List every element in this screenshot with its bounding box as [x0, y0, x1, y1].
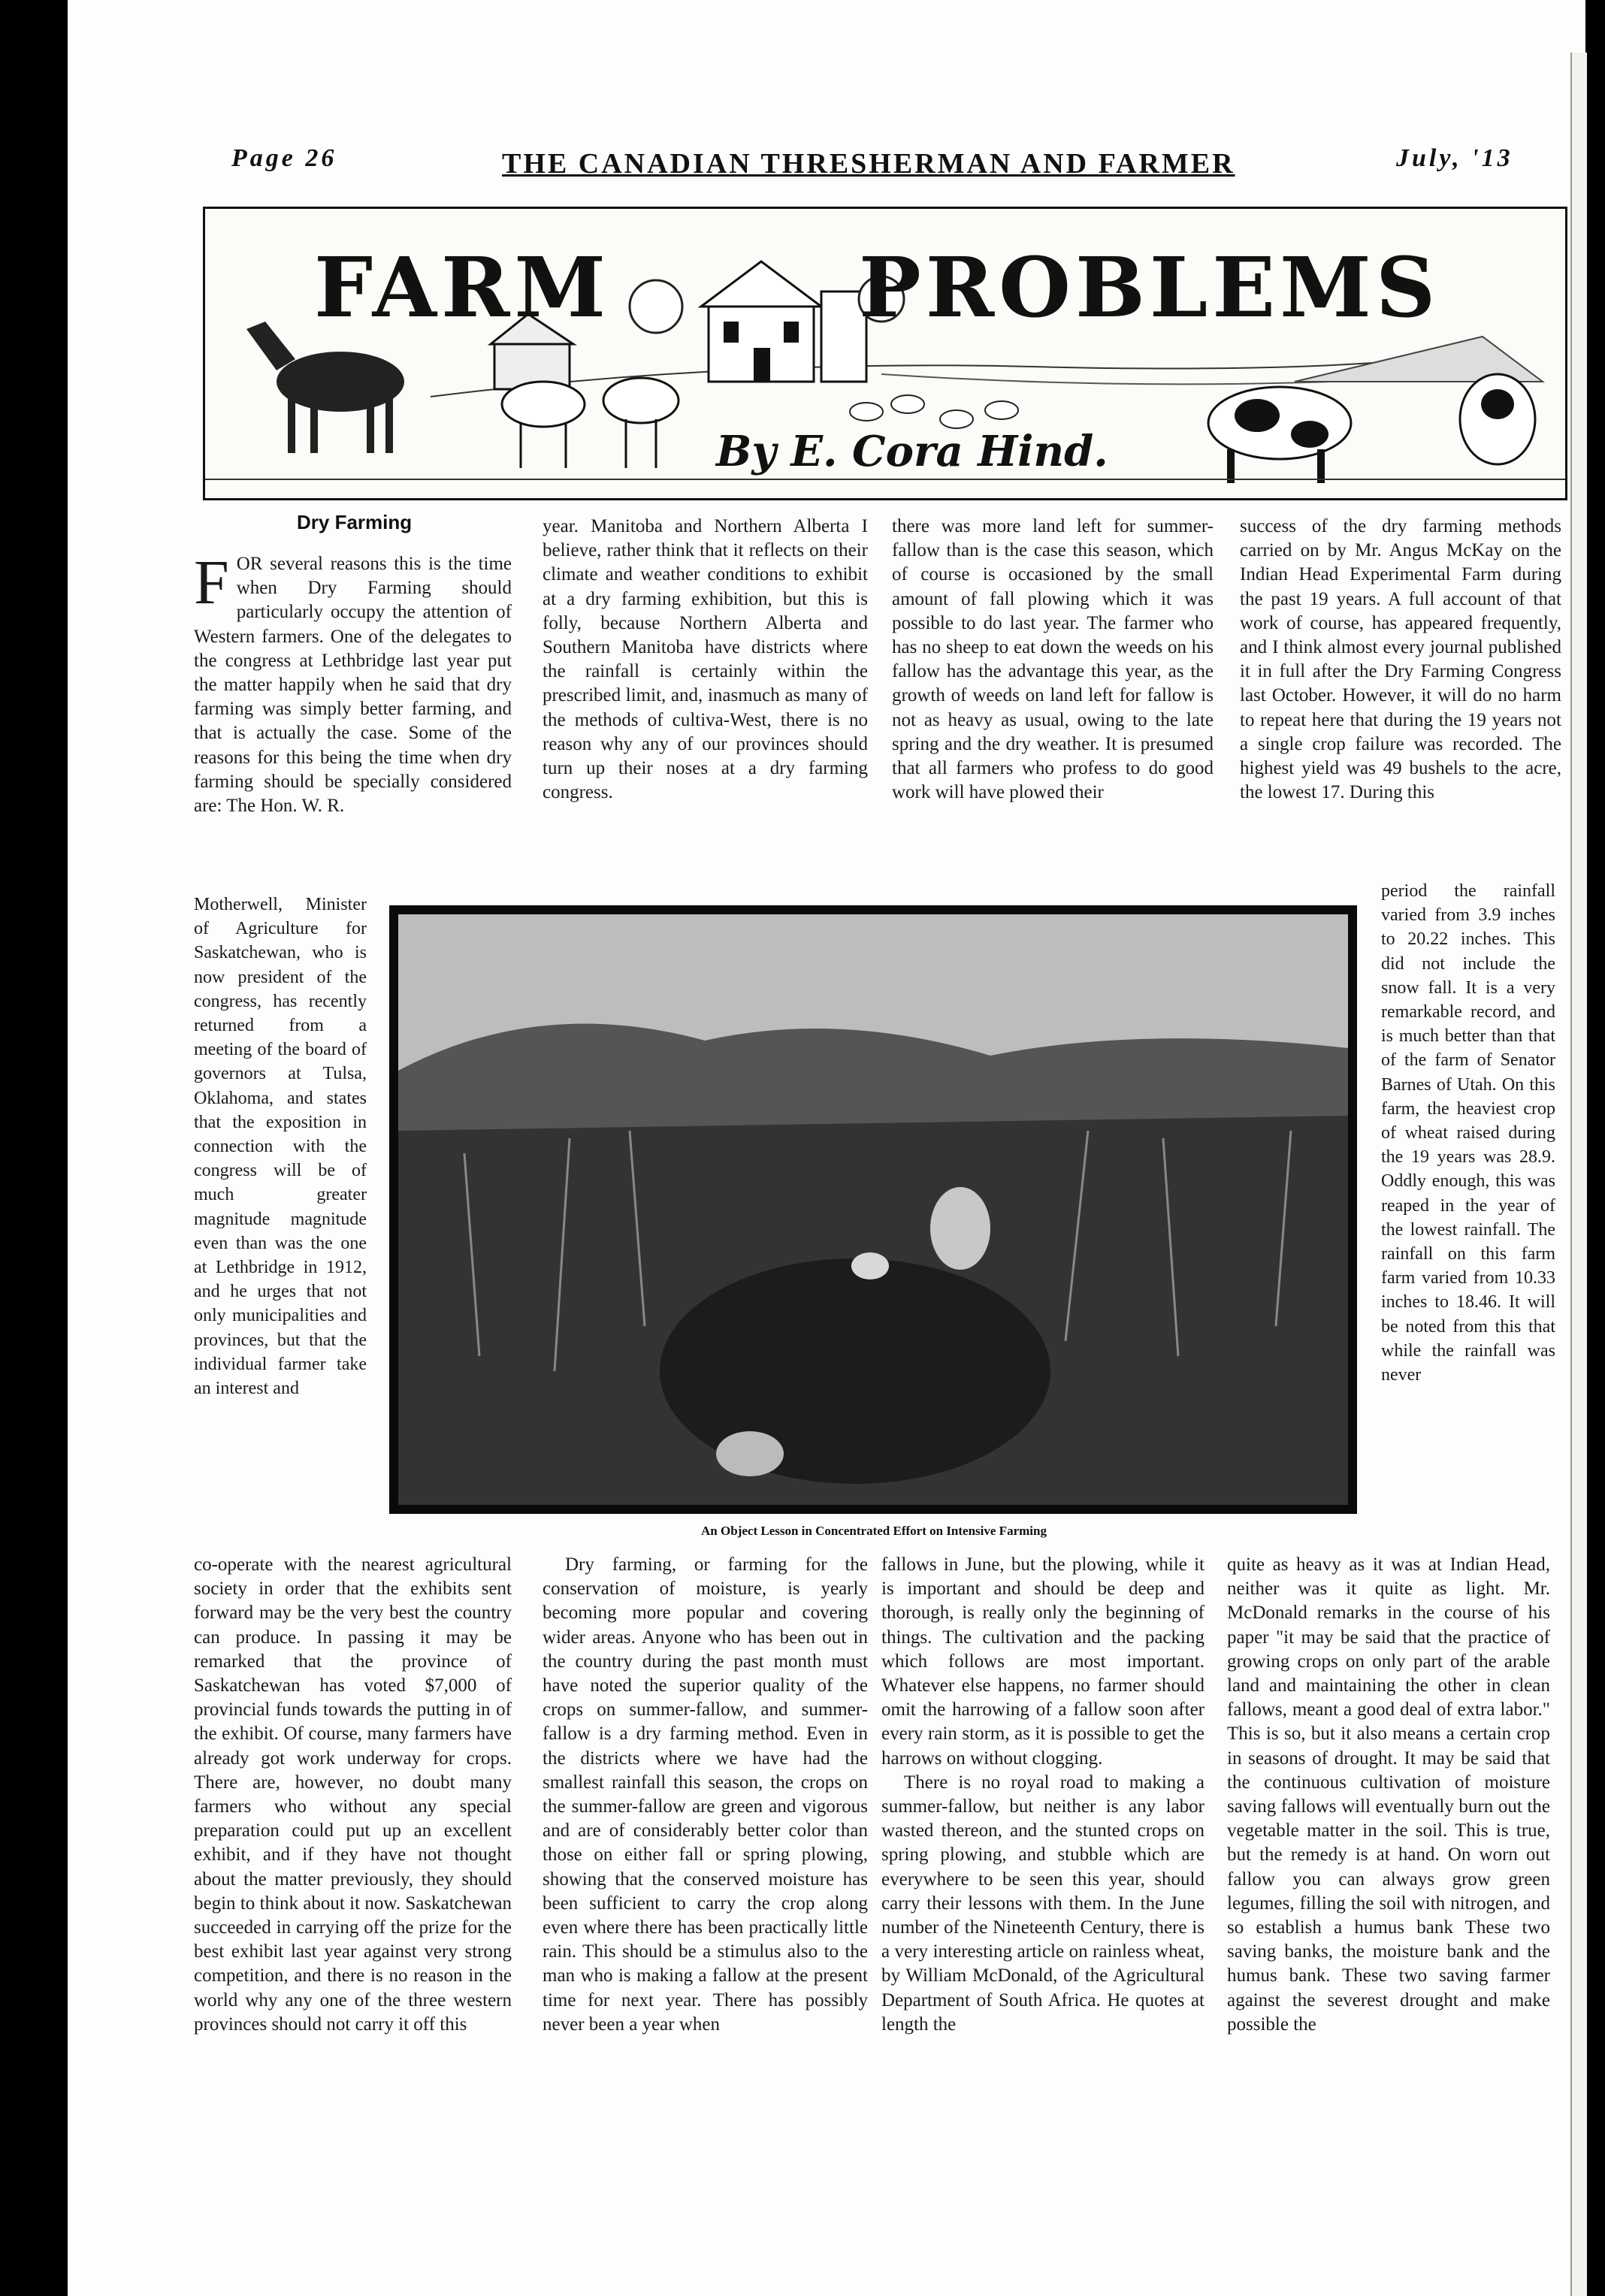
column-3-paragraph-1: there was more land left for summer-fallow than is the case this season, which of course is occasioned by the small amount of fall plowing which it was possible to do last year. The farmer who has no sheep to eat down the weeds on his fallow has the advantage this year, as the growth of weeds on land left for fallow is not as heavy as usual, owing to the late spring and the dry weather. It is presumed that all farmers who profess to do good work will have plowed their — [892, 516, 1214, 803]
column-3-paragraph-2: fallows in June, but the plowing, while it is important and should be deep and thorough, is really only the beginning of things. The cultivation and the packing which follows are most important. Whatever else happens, no farmer should omit the harrowing of a fallow soon after every rain storm, as it is possible to get the harrows on without clogging. — [881, 1554, 1205, 1769]
column-1-paragraph-2: Motherwell, Minister of Agriculture for Saskatchewan, who is now president of the congress, has recently returned from a meeting of the board of governors at Tulsa, Oklahoma, and states that the exposition in connection with the congress will be of much greater magnitude magnitude even than was the one at Lethbridge in 1912, and he urges that not only municipalities and provinces, but that the individual farmer take an interest and — [194, 895, 367, 1399]
column-2-paragraph-2: Dry farming, or farming for the conservation of moisture, is yearly becoming more popular and covering wider areas. Anyone who has been out in the country during the past month must have noted the superior quality of the crops on summer-fallow, and summer-fallow is a dry farming method. Even in the districts where we have had the smallest rainfall this season, the crops on the summer-fallow are green and vigorous and are of considerably better color than those on either fall or spring plowing, showing that the conserved moisture has been sufficient to carry the crop along even where there has been practically little rain. This should be a stimulus also to the man who is making a fallow at the present time for next year. There has possibly never been a year when — [543, 1554, 868, 2035]
page-fold-edge — [1570, 53, 1587, 2296]
issue-date: July, '13 — [1396, 144, 1513, 172]
article-column-3-bottom — [881, 1553, 1205, 2037]
column-1-paragraph-1: OR several reasons this is the time when Dry Farming should particularly occupy the attention of Western farmers. One of the delegates to the congress at Lethbridge last year put the matter happily when he said that dry farming was simply better farming, and that is actually the case. Some of the reasons for this being the time when dry farming should be specially considered are: The Hon. W. R. — [194, 554, 512, 817]
farm-problems-banner — [203, 207, 1567, 500]
horse-pair-drawing — [502, 378, 679, 468]
article-column-1-top — [194, 548, 512, 818]
column-4-paragraph-1: success of the dry farming methods carried on by Mr. Angus McKay on the Indian Head Experimental Farm during the past 19 years. A full account of that work of course, has appeared frequently, and I think almost every journal published it in full after the Dry Farming Congress last October. However, it will do no harm to repeat here that during the 19 years not a single crop failure was recorded. The highest yield was 49 bushels to the acre, the lowest 17. During this — [1240, 516, 1561, 803]
photograph-image — [389, 905, 1357, 1514]
column-4-paragraph-3: quite as heavy as it was at Indian Head, neither was it quite as light. Mr. McDonald remarks in the course of his paper "it may be said that the practice of growing crops on only part of the arable land and maintaining the other in clean fallows, meant a good deal of extra labor." This is so, but it also means a certain crop in seasons of drought. It may be said that the continuous cultivation of moisture saving fallows will eventually burn out the vegetable matter in the soil. This is true, but the remedy is at hand. On worn out fallow you can always grow green legumes, filling the soil with nitrogen, and so establish a humus bank These two saving banks, the moisture bank and the humus bank. These two saving farmer against the severest drought and make possible the — [1227, 1554, 1550, 2035]
farmhouse-drawing — [701, 261, 866, 382]
banner-byline: By E. Cora Hind. — [716, 427, 1108, 476]
article-column-1-narrow — [194, 893, 367, 1400]
column-1-paragraph-3: co-operate with the nearest agricultural society in order that the exhibits sent forward may be the very best the country can produce. In passing it may be remarked that the province of Saskatchewan has voted $7,000 of provincial funds towards the putting in of the exhibit. Of course, many farmers have already got work underway for crops. There are, however, no doubt many farmers who without any special preparation could put up an excellent exhibit, and if they have not thought about the matter previously, they should begin to think about it now. Saskatchewan succeeded in carrying off the prize for the best exhibit last year against very strong competition, and there is no reason in the world why any one of the three western provinces should not carry it off this — [194, 1554, 512, 2035]
column-3-paragraph-3: There is no royal road to making a summer-fallow, but neither is any labor wasted thereon, and the stunted crops on spring plowing, and stubble which are everywhere to be seen this year, should carry their lessons with them. In the June number of the Nineteenth Century, there is a very interesting article on rainless wheat, by William McDonald, of the Agricultural Department of South Africa. He quotes at length the — [881, 1772, 1205, 2035]
cow-drawing — [1208, 374, 1535, 483]
article-column-4-narrow — [1381, 879, 1555, 1387]
article-column-3-top — [892, 515, 1214, 805]
column-2-paragraph-1: year. Manitoba and Northern Alberta I believe, rather think that it reflects on their climate and weather conditions to exhibit at a dry farming exhibition, but this is folly, because Northern Alberta and Southern Manitoba have districts where the rainfall is certainly within the prescribed limit, and, inasmuch as many of the methods of cultiva-West, there is no reason why any of our provinces should turn up their noses at a dry farming congress. — [543, 516, 868, 803]
page-number: Page 26 — [231, 144, 337, 172]
article-column-2-bottom — [543, 1553, 868, 2037]
banner-word-problems: PROBLEMS — [859, 239, 1440, 336]
drop-cap: F — [194, 548, 229, 618]
section-title: Dry Farming — [297, 511, 413, 533]
horse-drawing — [246, 322, 404, 453]
photo-caption: An Object Lesson in Concentrated Effort on Intensive Farming — [701, 1524, 1047, 1538]
farm-field-photograph — [389, 905, 1357, 1514]
scan-border-left — [0, 0, 68, 2296]
article-column-1-bottom — [194, 1553, 512, 2037]
banner-word-farm: FARM — [314, 239, 611, 336]
journal-title: THE CANADIAN THRESHERMAN AND FARMER — [502, 148, 1235, 180]
article-column-2-top — [543, 515, 868, 805]
scan-border-right — [1585, 0, 1605, 2296]
article-column-4-top — [1240, 515, 1561, 805]
sheep-drawing — [850, 395, 1018, 428]
article-column-4-bottom — [1227, 1553, 1550, 2037]
column-4-paragraph-2: period the rainfall varied from 3.9 inches to 20.22 inches. This did not include the snow fall. It is a very remarkable record, and is much better than that of the farm of Senator Barnes of Utah. On this farm, the heaviest crop of wheat raised during the 19 years was 28.9. Oddly enough, this was reaped in the year of the lowest rainfall. The rainfall on this farm farm varied from 10.33 inches to 18.46. It will be noted from this that while the rainfall was never — [1381, 881, 1555, 1385]
